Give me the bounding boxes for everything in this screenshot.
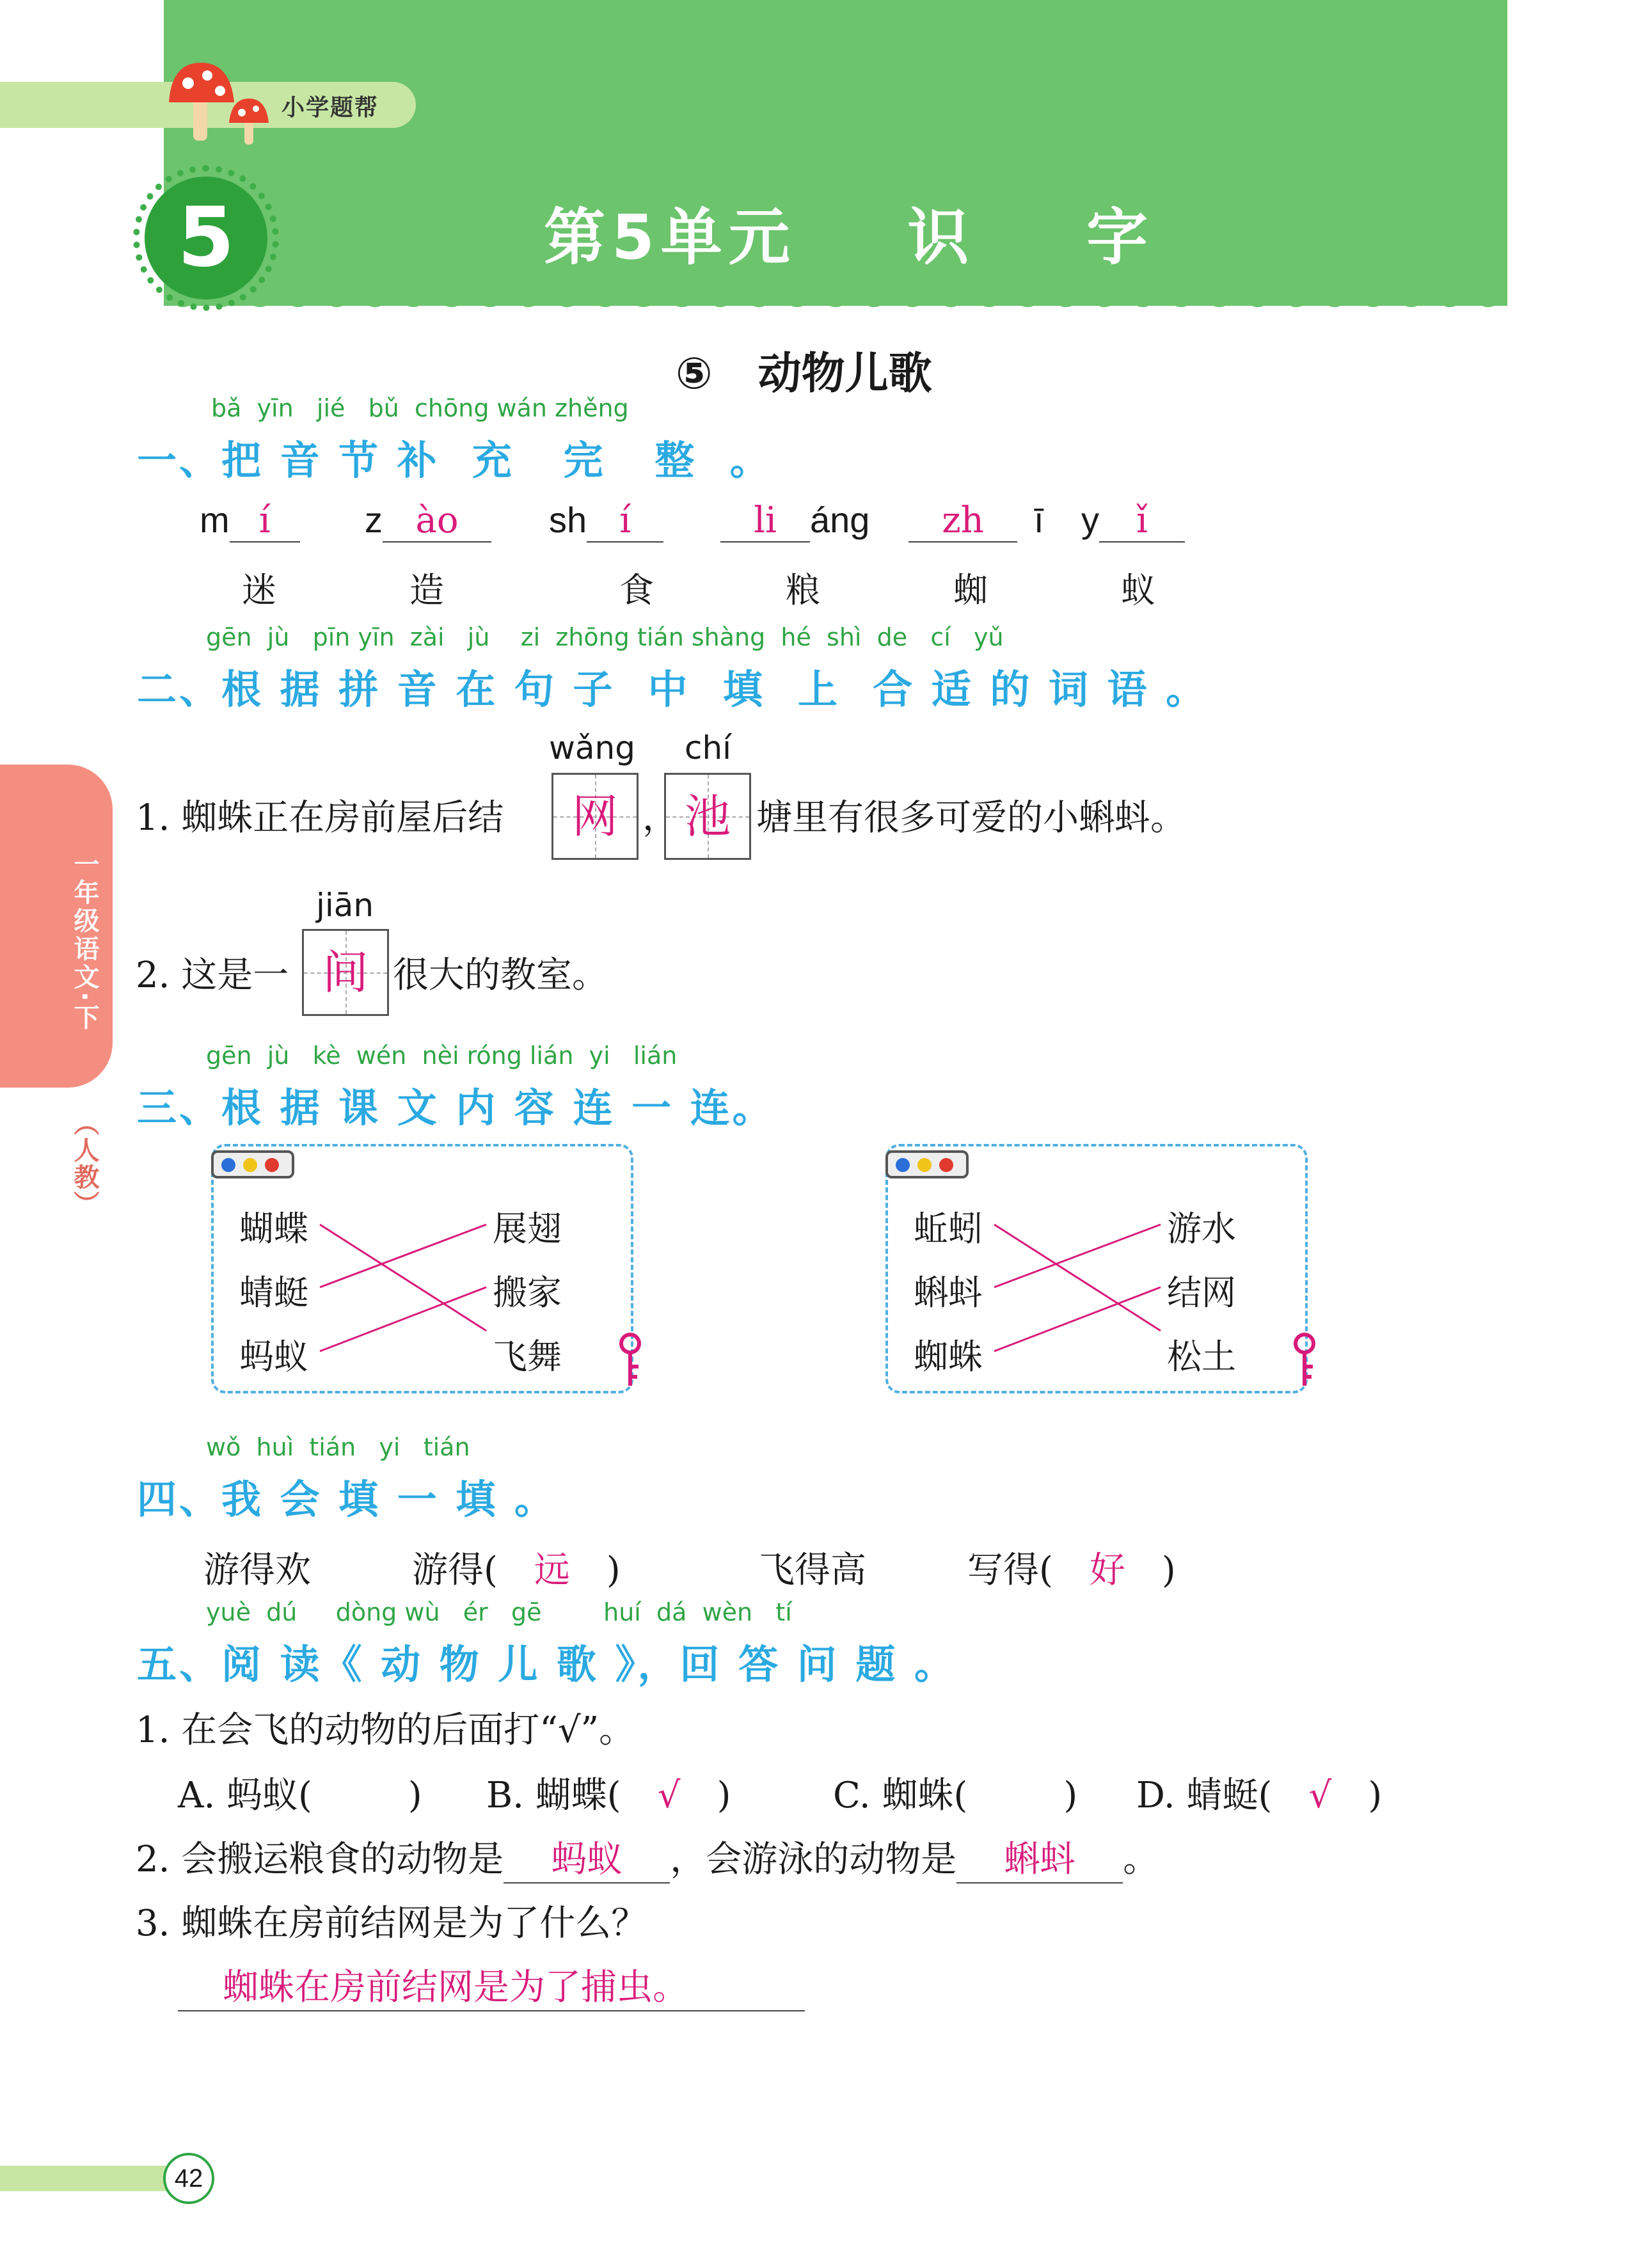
option-a: A. 蚂蚁( ) (178, 1775, 422, 1816)
match-left-3: 蚂蚁 (239, 1336, 308, 1377)
unit-title: 第5单元 识 字 (544, 202, 1155, 273)
answer-line (178, 1959, 805, 2011)
match-right-1: 游水 (1167, 1209, 1236, 1249)
syllable-2: z ào (365, 499, 491, 543)
key-icon (614, 1331, 646, 1388)
q2-pinyin: jiān (316, 887, 374, 924)
option-c: C. 蜘蛛( ) (833, 1775, 1078, 1816)
question-2-2-pre: 2. 这是一 (136, 955, 289, 996)
match-lines-2 (988, 1216, 1173, 1363)
section-3-title: 三、根 据 课 文 内 容 连 一 连。 (137, 1084, 775, 1131)
syllable-4: li áng (720, 499, 869, 543)
section-3-pinyin: gēn jù kè wén nèi róng lián yi lián (206, 1042, 678, 1070)
q1-pinyin-1: wǎng (549, 729, 635, 766)
answer-text: 好 (1089, 1550, 1125, 1591)
char-4: 粮 (786, 570, 820, 610)
q1-pinyin-2: chí (685, 729, 732, 766)
char-3: 食 (619, 570, 654, 610)
answer-text: 远 (534, 1550, 570, 1591)
fill-item-1: 游得欢 (203, 1550, 311, 1591)
syllable-3: sh í (549, 499, 663, 543)
question-2-2-post: 很大的教室。 (393, 955, 608, 996)
answer-box-wang (551, 773, 639, 860)
traffic-light-icon (885, 1150, 969, 1178)
banner-wave (164, 282, 1507, 333)
answer-box-chi (664, 773, 751, 860)
unit-number-badge: 5 (145, 177, 267, 299)
syllable-6: y ǐ (1081, 499, 1185, 543)
answer-text: zh (942, 500, 984, 541)
key-icon (1289, 1331, 1321, 1388)
answer-text: 池 (684, 789, 731, 843)
match-right-1: 展翅 (493, 1209, 562, 1249)
match-left-1: 蚯蚓 (914, 1209, 983, 1249)
section-2-title: 二、根 据 拼 音 在 句 子 中 填 上 合 适 的 词 语 。 (137, 666, 1209, 713)
question-2-1-post: 塘里有很多可爱的小蝌蚪。 (756, 797, 1186, 839)
traffic-light-icon (211, 1150, 294, 1178)
char-2: 造 (409, 570, 444, 610)
page-number: 42 (163, 2153, 214, 2204)
answer-text: 网 (571, 789, 618, 843)
syllable-5: zh ī (908, 499, 1044, 543)
section-5-title: 五、阅 读《 动 物 儿 歌 》，回 答 问 题 。 (137, 1641, 956, 1688)
answer-text: li (754, 500, 777, 541)
brand-label: 小学题帮 (282, 95, 379, 121)
answer-text: ào (415, 500, 459, 541)
fill-item-2: 游得( 远 ) (412, 1550, 621, 1591)
section-4-title: 四、我 会 填 一 填 。 (137, 1476, 557, 1523)
answer-text: í (619, 500, 631, 541)
match-left-1: 蝴蝶 (239, 1209, 308, 1249)
mushroom-icon (165, 58, 280, 147)
match-right-3: 松土 (1167, 1336, 1236, 1377)
footer-strip (0, 2166, 186, 2191)
answer-text: 蝌蚪 (1004, 1839, 1076, 1880)
match-left-2: 蜻蜓 (239, 1273, 308, 1313)
option-b: B. 蝴蝶( √ ) (486, 1775, 731, 1816)
fill-item-4: 写得( 好 ) (967, 1550, 1176, 1591)
answer-text: 蚂蚁 (551, 1839, 623, 1880)
fill-item-3: 飞得高 (759, 1550, 866, 1591)
option-d: D. 蜻蜓( √ ) (1136, 1775, 1383, 1816)
question-5-1: 1. 在会飞的动物的后面打“√”。 (136, 1709, 635, 1751)
question-5-2: 2. 会搬运粮食的动物是 蚂蚁 ，会游泳的动物是 蝌蚪 。 (136, 1831, 1159, 1883)
section-1-pinyin: bǎ yīn jié bǔ chōng wán zhěng (211, 394, 629, 422)
match-lines-1 (313, 1216, 499, 1363)
char-6: 蚁 (1121, 570, 1155, 610)
char-1: 迷 (242, 570, 276, 610)
answer-text: ǐ (1136, 500, 1148, 541)
check-mark: √ (1308, 1775, 1332, 1816)
match-right-2: 搬家 (493, 1273, 562, 1313)
check-mark: √ (657, 1775, 681, 1816)
comma: ， (642, 797, 678, 839)
answer-text: 间 (322, 946, 369, 999)
match-right-3: 飞舞 (493, 1336, 562, 1377)
section-2-pinyin: gēn jù pīn yīn zài jù zi zhōng tián shàng hé shì de cí yǔ (206, 623, 1004, 651)
char-5: 蜘 (953, 570, 988, 610)
grade-label: 一年级语文·下 (70, 851, 99, 1033)
lesson-title: ⑤ 动物儿歌 (676, 349, 932, 399)
question-2-1-pre: 1. 蜘蛛正在房前屋后结 (136, 797, 504, 839)
answer-text: í (258, 500, 271, 541)
match-left-2: 蝌蚪 (914, 1273, 983, 1313)
question-5-3: 3. 蜘蛛在房前结网是为了什么？ (136, 1903, 647, 1944)
section-4-pinyin: wǒ huì tián yi tián (206, 1433, 470, 1461)
section-5-pinyin: yuè dú dòng wù ér gē huí dá wèn tí (206, 1598, 792, 1626)
answer-text: 蜘蛛在房前结网是为了捕虫。 (223, 1967, 688, 2008)
section-1-title: 一、把 音 节 补 充 完 整 。 (137, 437, 772, 484)
answer-box-jian (302, 929, 389, 1016)
edition-label: （人教） (70, 1110, 99, 1217)
syllable-1: m í (200, 499, 300, 543)
match-right-2: 结网 (1167, 1273, 1236, 1313)
match-left-3: 蜘蛛 (914, 1336, 983, 1377)
